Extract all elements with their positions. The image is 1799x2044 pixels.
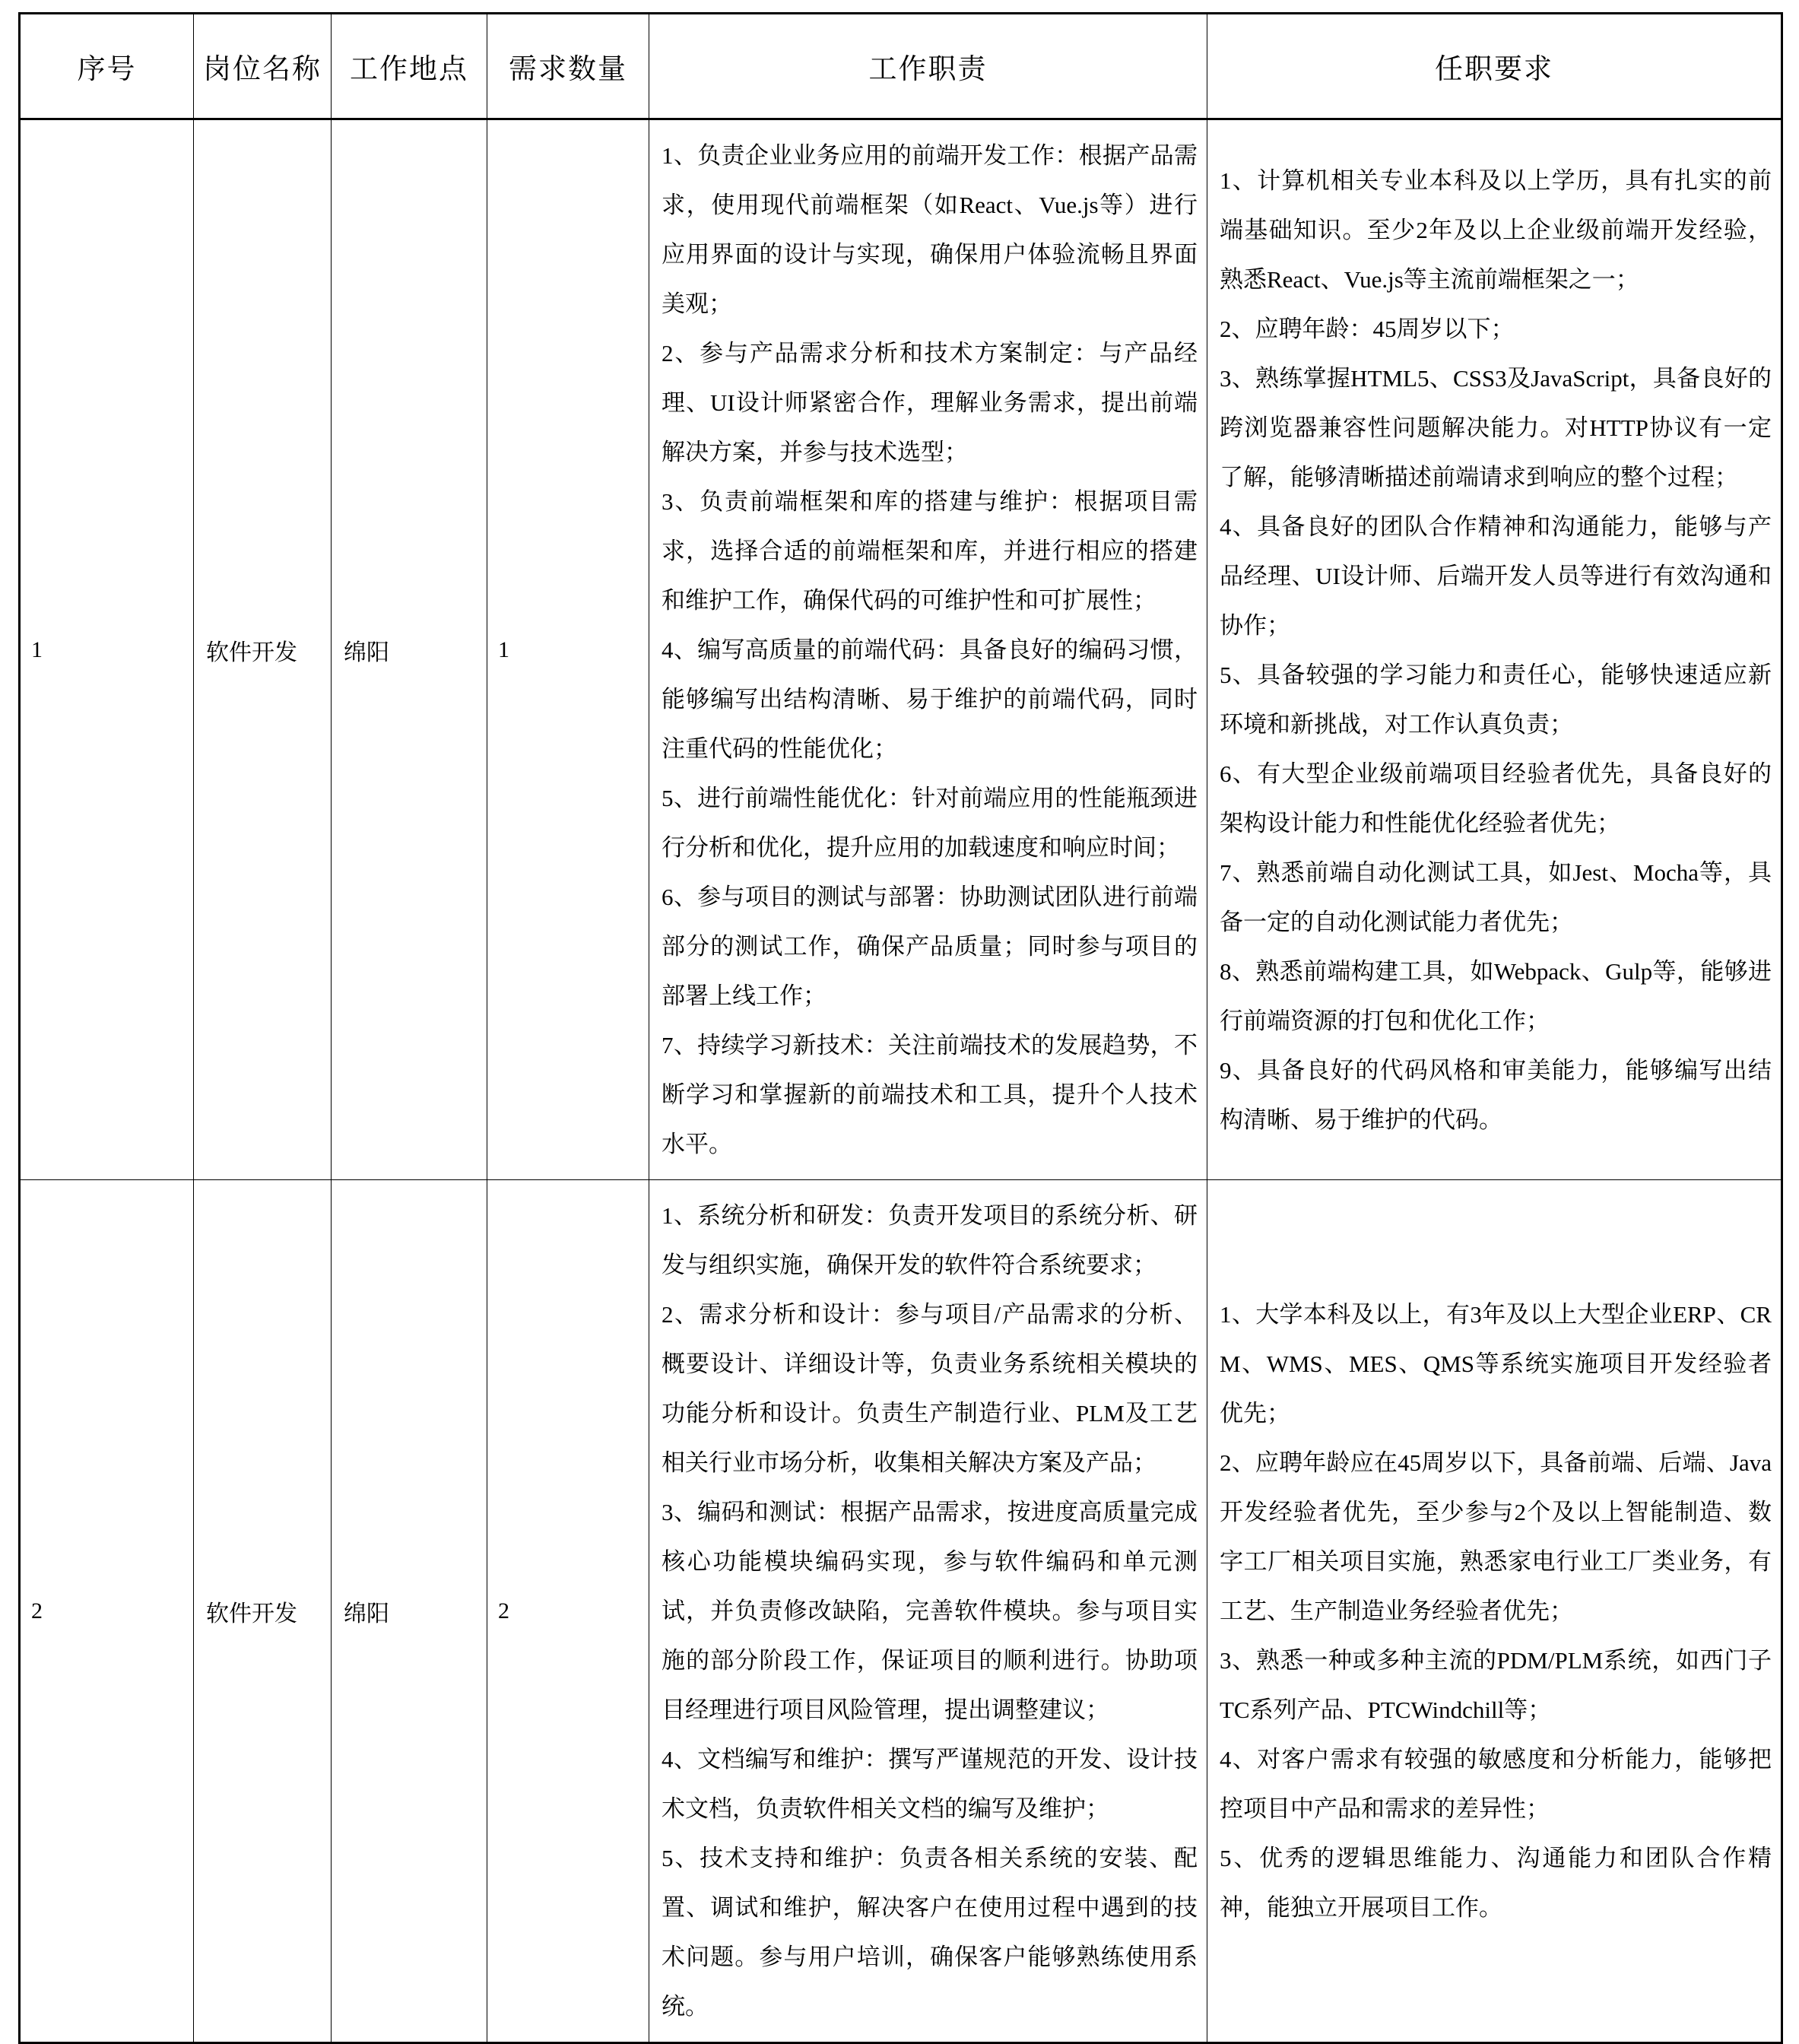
paragraph: 4、具备良好的团队合作精神和沟通能力，能够与产品经理、UI设计师、后端开发人员等进行有效沟通和协作；	[1220, 513, 1772, 639]
table-header	[20, 14, 1782, 119]
cell-job-duties	[649, 1180, 1207, 2043]
paragraph: 2、应聘年龄：45周岁以下；	[1220, 315, 1515, 342]
header-row	[20, 14, 1782, 119]
paragraph: 5、技术支持和维护：负责各相关系统的安装、配置、调试和维护，解决客户在使用过程中遇到的技术问题。参与用户培训，确保客户能够熟练使用系统。	[662, 1845, 1198, 2020]
cell-work-location: 绵阳	[332, 1180, 487, 2043]
paragraph: 3、熟悉一种或多种主流的PDM/PLM系统，如西门子TC系列产品、PTCWindchill等；	[1220, 1647, 1772, 1723]
cell-work-location: 绵阳	[332, 119, 487, 1180]
paragraph: 1、大学本科及以上，有3年及以上大型企业ERP、CRM、WMS、MES、QMS等系统实施项目开发经验者优先；	[1220, 1301, 1772, 1427]
column-header-job-duties: 工作职责	[649, 14, 1207, 119]
paragraph: 6、有大型企业级前端项目经验者优先，具备良好的架构设计能力和性能优化经验者优先；	[1220, 760, 1772, 836]
paragraph: 2、应聘年龄应在45周岁以下，具备前端、后端、Java开发经验者优先，至少参与2个及以上智能制造、数字工厂相关项目实施，熟悉家电行业工厂类业务，有工艺、生产制造业务经验者优先；	[1220, 1449, 1772, 1624]
paragraph: 6、参与项目的测试与部署：协助测试团队进行前端部分的测试工作，确保产品质量；同时参与项目的部署上线工作；	[662, 884, 1198, 1009]
paragraph: 1、计算机相关专业本科及以上学历，具有扎实的前端基础知识。至少2年及以上企业级前端开发经验，熟悉React、Vue.js等主流前端框架之一；	[1220, 167, 1772, 293]
paragraph: 9、具备良好的代码风格和审美能力，能够编写出结构清晰、易于维护的代码。	[1220, 1056, 1772, 1133]
paragraph: 8、熟悉前端构建工具，如Webpack、Gulp等，能够进行前端资源的打包和优化工作；	[1220, 957, 1772, 1034]
cell-job-requirements	[1207, 1180, 1782, 2043]
column-header-job-requirements: 任职要求	[1207, 14, 1782, 119]
cell-index: 1	[20, 119, 194, 1180]
cell-job-duties	[649, 119, 1207, 1180]
paragraph: 2、需求分析和设计：参与项目/产品需求的分析、概要设计、详细设计等，负责业务系统相关模块的功能分析和设计。负责生产制造行业、PLM及工艺相关行业市场分析，收集相关解决方案及产品；	[662, 1301, 1198, 1476]
paragraph: 1、负责企业业务应用的前端开发工作：根据产品需求，使用现代前端框架（如React、Vue.js等）进行应用界面的设计与实现，确保用户体验流畅且界面美观；	[662, 142, 1198, 317]
paragraph: 7、持续学习新技术：关注前端技术的发展趋势，不断学习和掌握新的前端技术和工具，提升个人技术水平。	[662, 1032, 1198, 1157]
cell-demand-count: 2	[487, 1180, 649, 2043]
column-header-post-name: 岗位名称	[194, 14, 332, 119]
paragraph: 4、编写高质量的前端代码：具备良好的编码习惯，能够编写出结构清晰、易于维护的前端代码，同时注重代码的性能优化；	[662, 636, 1198, 762]
paragraph: 7、熟悉前端自动化测试工具，如Jest、Mocha等，具备一定的自动化测试能力者优先；	[1220, 859, 1772, 935]
cell-index: 2	[20, 1180, 194, 2043]
paragraph: 5、优秀的逻辑思维能力、沟通能力和团队合作精神，能独立开展项目工作。	[1220, 1845, 1772, 1921]
paragraph: 5、具备较强的学习能力和责任心，能够快速适应新环境和新挑战，对工作认真负责；	[1220, 661, 1772, 738]
paragraph: 5、进行前端性能优化：针对前端应用的性能瓶颈进行分析和优化，提升应用的加载速度和响应时间；	[662, 785, 1198, 861]
paragraph: 4、文档编写和维护：撰写严谨规范的开发、设计技术文档，负责软件相关文档的编写及维护；	[662, 1746, 1198, 1822]
cell-demand-count: 1	[487, 119, 649, 1180]
paragraph: 2、参与产品需求分析和技术方案制定：与产品经理、UI设计师紧密合作，理解业务需求，提出前端解决方案，并参与技术选型；	[662, 340, 1198, 465]
paragraph: 3、编码和测试：根据产品需求，按进度高质量完成核心功能模块编码实现，参与软件编码和单元测试，并负责修改缺陷，完善软件模块。参与项目实施的部分阶段工作，保证项目的顺利进行。协助项目经理进行项目风险管理，提出调整建议；	[662, 1499, 1198, 1723]
column-header-demand-count: 需求数量	[487, 14, 649, 119]
paragraph: 4、对客户需求有较强的敏感度和分析能力，能够把控项目中产品和需求的差异性；	[1220, 1746, 1772, 1822]
column-header-work-location: 工作地点	[332, 14, 487, 119]
job-requirements-table	[18, 12, 1783, 2044]
cell-post-name: 软件开发	[194, 1180, 332, 2043]
column-header-index: 序号	[20, 14, 194, 119]
paragraph: 3、熟练掌握HTML5、CSS3及JavaScript，具备良好的跨浏览器兼容性问题解决能力。对HTTP协议有一定了解，能够清晰描述前端请求到响应的整个过程；	[1220, 364, 1772, 490]
paragraph: 3、负责前端框架和库的搭建与维护：根据项目需求，选择合适的前端框架和库，并进行相应的搭建和维护工作，确保代码的可维护性和可扩展性；	[662, 488, 1198, 614]
cell-post-name: 软件开发	[194, 119, 332, 1180]
paragraph: 1、系统分析和研发：负责开发项目的系统分析、研发与组织实施，确保开发的软件符合系统要求；	[662, 1202, 1198, 1278]
table-row	[20, 119, 1782, 1180]
table-row	[20, 1180, 1782, 2043]
table-body	[20, 119, 1782, 2043]
cell-job-requirements	[1207, 119, 1782, 1180]
